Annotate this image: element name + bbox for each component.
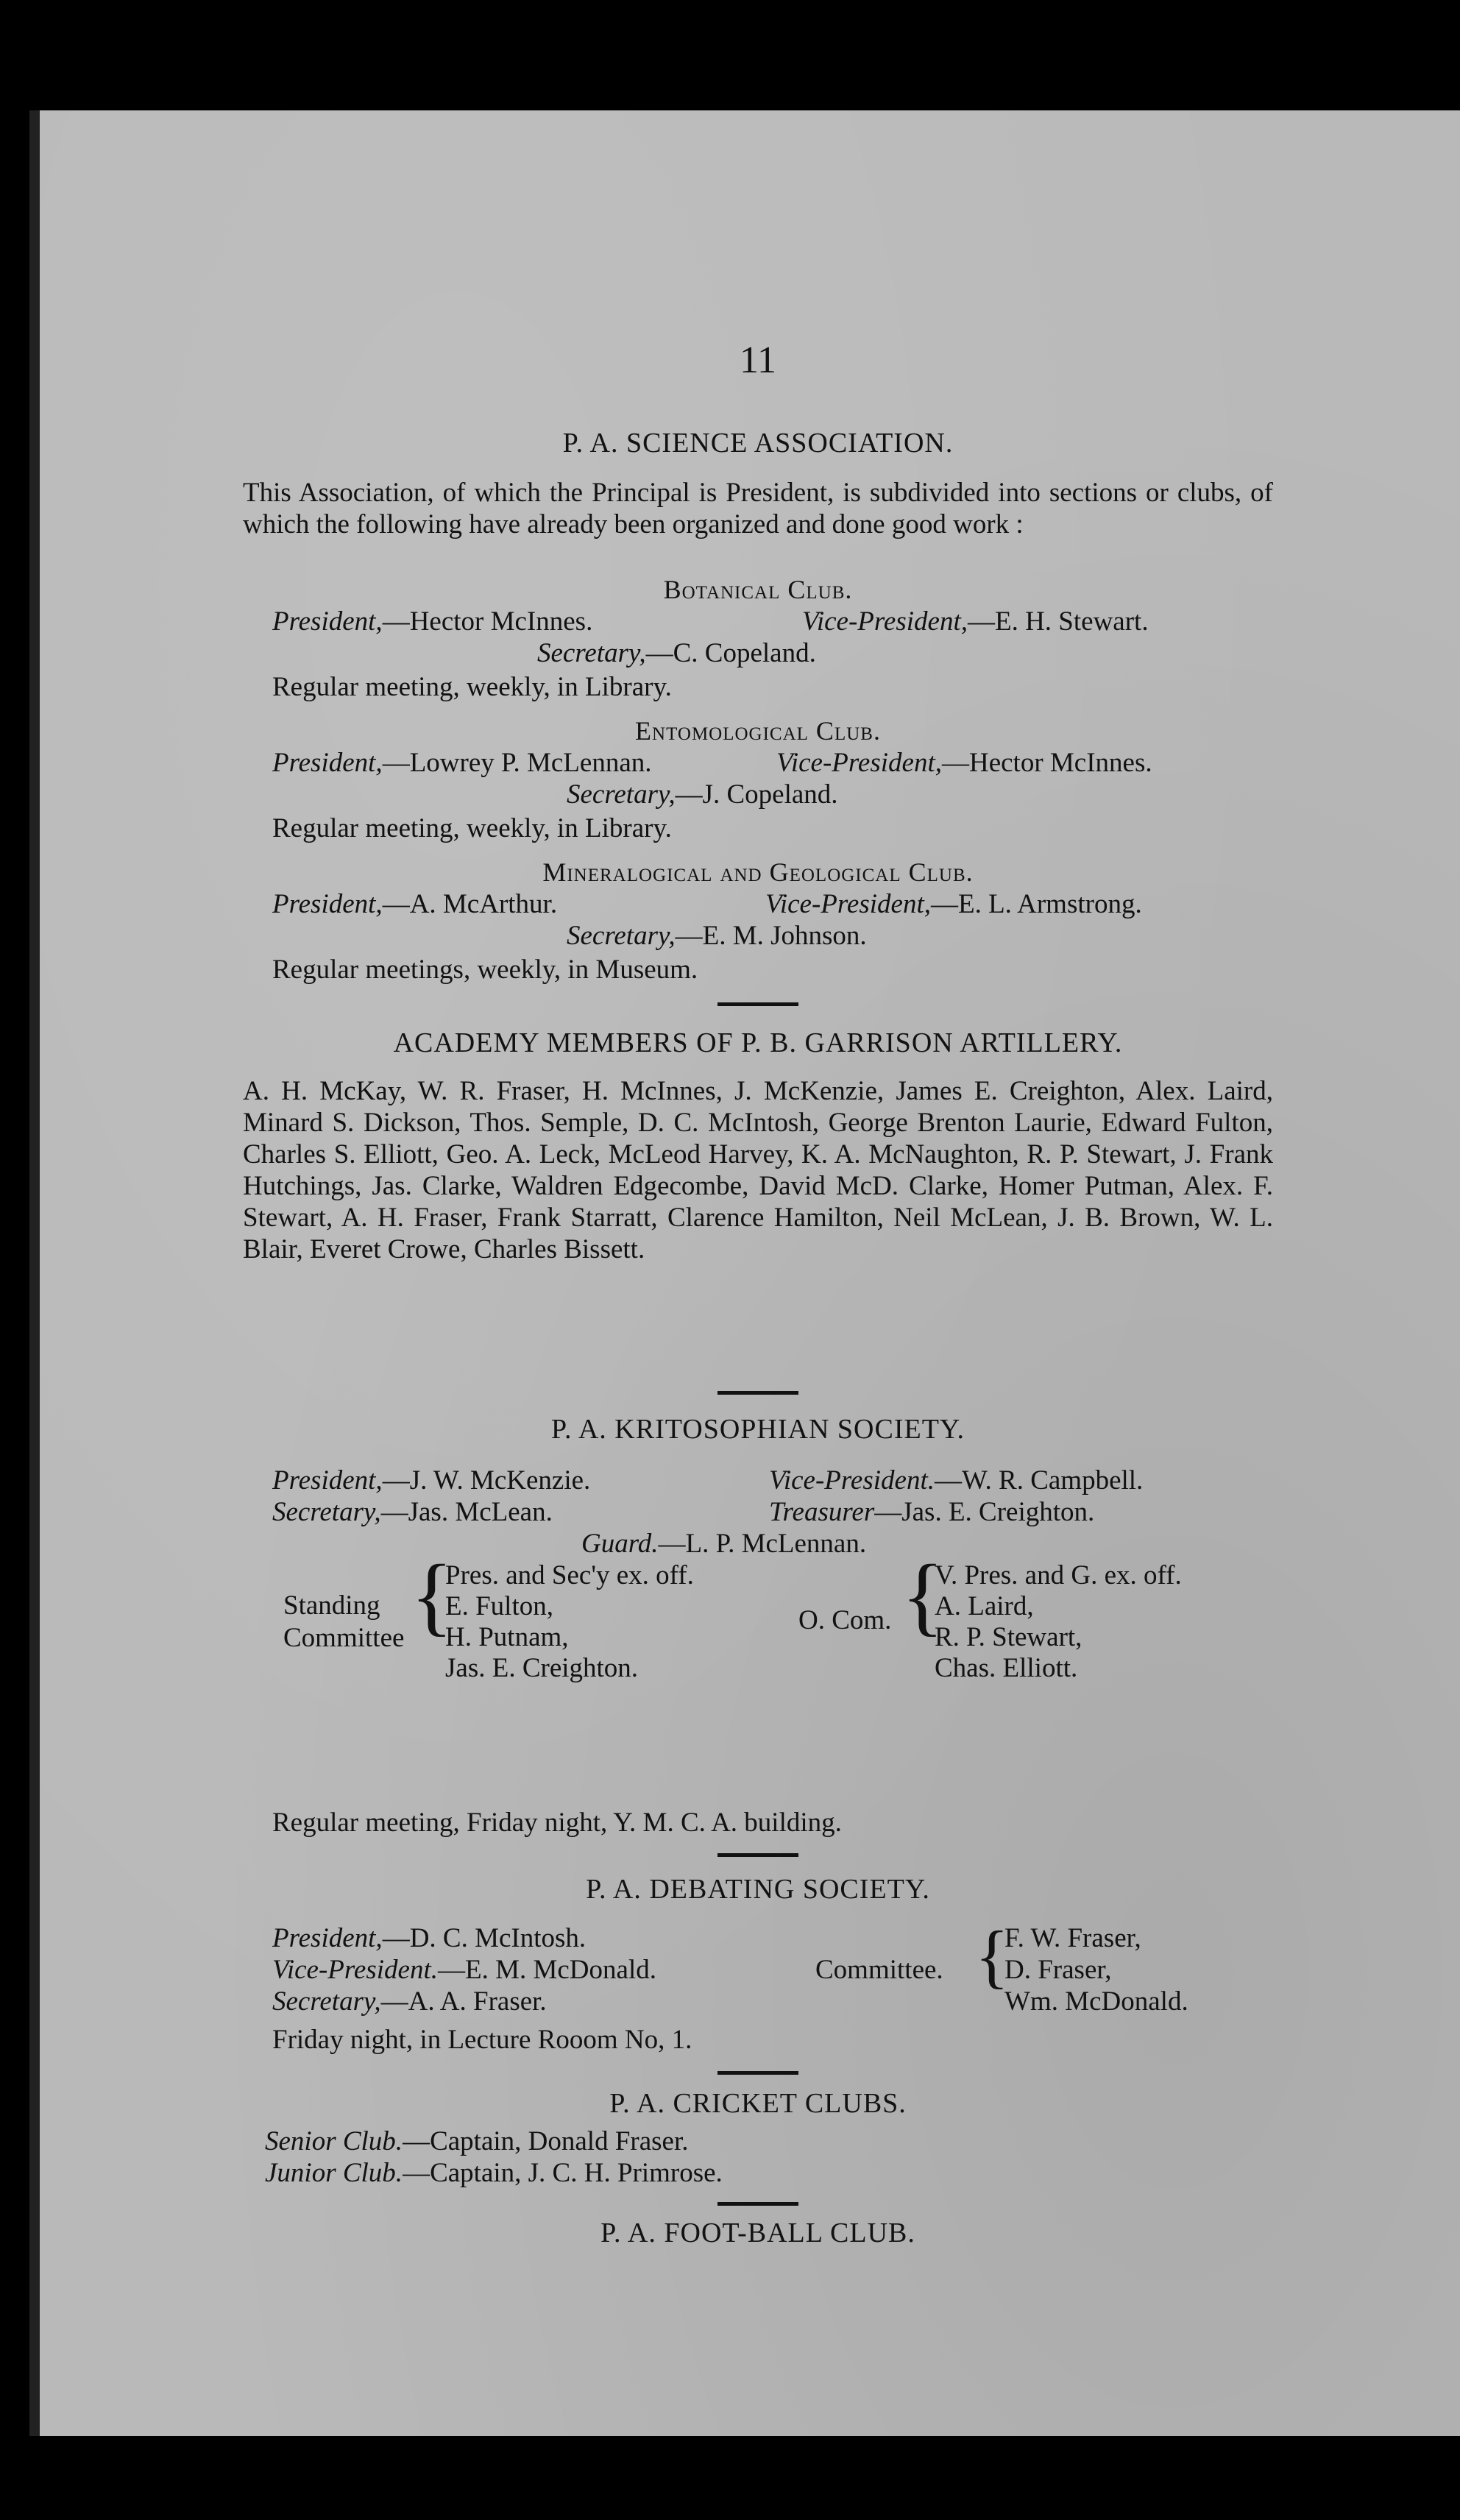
president-label: President,: [272, 748, 383, 778]
treasurer-name: —Jas. E. Creighton.: [874, 1497, 1095, 1527]
secretary-name: —J. Copeland.: [675, 779, 838, 810]
mineralogical-meeting: Regular meetings, weekly, in Museum.: [272, 955, 698, 985]
list-item: H. Putnam,: [445, 1622, 569, 1652]
list-item: F. W. Fraser,: [1004, 1923, 1141, 1953]
list-item: Wm. McDonald.: [1004, 1986, 1188, 2017]
list-item: Pres. and Sec'y ex. off.: [445, 1560, 694, 1590]
list-item: A. Laird,: [935, 1591, 1034, 1621]
secretary-name: —A. A. Fraser.: [380, 1986, 547, 2017]
vice-label: Vice-President.: [272, 1955, 438, 1985]
list-item: V. Pres. and G. ex. off.: [935, 1560, 1182, 1590]
list-item: Chas. Elliott.: [935, 1653, 1078, 1683]
divider-rule: [243, 1391, 1273, 1395]
botanical-secretary: [537, 637, 816, 670]
standing-label-line1: Standing: [283, 1590, 380, 1621]
artillery-title: ACADEMY MEMBERS OF P. B. GARRISON ARTILLERY.: [393, 1027, 1123, 1058]
president-name: —J. W. McKenzie.: [382, 1465, 591, 1496]
entomological-president: [272, 747, 652, 779]
mineralogical-president: [272, 888, 557, 921]
kritosophian-meeting: Regular meeting, Friday night, Y. M. C. A. building.: [272, 1808, 842, 1838]
mineralogical-title: Mineralogical and Geological Club.: [542, 857, 974, 887]
debating-meeting: Friday night, in Lecture Rooom No, 1.: [272, 2025, 692, 2055]
secretary-label: Secretary,: [537, 638, 646, 668]
entomological-title: Entomological Club.: [635, 716, 881, 746]
cricket-junior: [265, 2157, 723, 2190]
left-brace: {: [411, 1546, 453, 1644]
page-number: 11: [739, 339, 777, 381]
president-label: President,: [272, 1923, 383, 1953]
football-title: P. A. FOOT-BALL CLUB.: [600, 2218, 915, 2248]
entomological-vice: [776, 747, 1152, 779]
treasurer-label: Treasurer: [769, 1497, 875, 1527]
debating-title: P. A. DEBATING SOCIETY.: [586, 1874, 930, 1905]
ocom-list: [935, 1560, 1182, 1684]
divider-rule: [243, 2202, 1273, 2206]
science-title: P. A. SCIENCE ASSOCIATION.: [562, 428, 954, 459]
divider-rule: [243, 1002, 1273, 1006]
list-item: R. P. Stewart,: [935, 1622, 1082, 1652]
secretary-label: Secretary,: [272, 1986, 381, 2017]
kritosophian-president: [272, 1465, 590, 1497]
standing-label-line2: Committee: [283, 1623, 405, 1653]
secretary-name: —C. Copeland.: [645, 638, 816, 668]
botanical-president: [272, 606, 592, 638]
divider-rule: [243, 1853, 1273, 1857]
debating-secretary: [272, 1986, 547, 2018]
vice-name: —Hector McInnes.: [941, 748, 1152, 778]
guard-name: —L. P. McLennan.: [658, 1529, 867, 1559]
secretary-name: —Jas. McLean.: [380, 1497, 553, 1527]
kritosophian-title: P. A. KRITOSOPHIAN SOCIETY.: [551, 1414, 965, 1445]
ocom-label: O. Com.: [798, 1605, 892, 1635]
cricket-title: P. A. CRICKET CLUBS.: [609, 2088, 907, 2119]
standing-committee-list: [445, 1560, 694, 1684]
vice-name: —W. R. Campbell.: [934, 1465, 1144, 1496]
debating-vice: [272, 1954, 656, 1986]
vice-name: —E. H. Stewart.: [967, 606, 1149, 637]
divider-rule: [243, 2071, 1273, 2075]
debating-committee-label: Committee.: [815, 1955, 943, 1985]
left-brace: {: [975, 1916, 1010, 1995]
guard-label: Guard.: [581, 1529, 659, 1559]
junior-captain: —Captain, J. C. H. Primrose.: [403, 2158, 723, 2188]
artillery-members: A. H. McKay, W. R. Fraser, H. McInnes, J. McKenzie, James E. Creighton, Alex. Laird, Minard S. Dickson, Thos. Semple, D. C. McIntosh, George Brenton Laurie, Edward Fulton, Charles S. Elliott, Geo. A. Leck, McLeod Harvey, K. A. McNaughton, R. P. Stewart, J. Frank Hutchings, Jas. Clarke, Waldren Edgecombe, David McD. Clarke, Homer Putman, Alex. F. Stewart, A. H. Fraser, Frank Starratt, Clarence Hamilton, Neil McLean, J. B. Brown, W. L. Blair, Everet Crowe, Charles Bissett.: [243, 1076, 1273, 1264]
secretary-name: —E. M. Johnson.: [675, 921, 867, 951]
vice-label: Vice-President,: [776, 748, 942, 778]
botanical-meeting: Regular meeting, weekly, in Library.: [272, 672, 672, 702]
standing-committee-label: [283, 1590, 404, 1654]
president-label: President,: [272, 889, 383, 919]
secretary-label: Secretary,: [272, 1497, 381, 1527]
kritosophian-secretary: [272, 1496, 553, 1529]
list-item: D. Fraser,: [1004, 1955, 1112, 1985]
vice-label: Vice-President,: [802, 606, 968, 637]
senior-label: Senior Club.: [265, 2126, 403, 2156]
botanical-vice: [802, 606, 1149, 638]
book-spine-edge: [29, 110, 40, 2436]
president-name: —A. McArthur.: [382, 889, 558, 919]
debating-president: [272, 1922, 586, 1955]
list-item: Jas. E. Creighton.: [445, 1653, 639, 1683]
mineralogical-vice: [765, 888, 1142, 921]
left-brace: {: [901, 1546, 944, 1644]
debating-committee-list: [1004, 1922, 1188, 2017]
secretary-label: Secretary,: [567, 921, 676, 951]
vice-label: Vice-President,: [765, 889, 931, 919]
kritosophian-treasurer: [769, 1496, 1094, 1529]
entomological-secretary: [567, 779, 838, 811]
science-intro: This Association, of which the Principal is President, is subdivided into sections or clubs, of which the following have already been organized and done good work :: [243, 478, 1273, 539]
cricket-senior: [265, 2126, 689, 2158]
entomological-meeting: Regular meeting, weekly, in Library.: [272, 813, 672, 843]
list-item: E. Fulton,: [445, 1591, 553, 1621]
secretary-label: Secretary,: [567, 779, 676, 810]
president-label: President,: [272, 606, 383, 637]
kritosophian-guard: [581, 1528, 866, 1560]
mineralogical-secretary: [567, 920, 867, 952]
president-name: —Lowrey P. McLennan.: [382, 748, 652, 778]
vice-label: Vice-President.: [769, 1465, 935, 1496]
kritosophian-vice: [769, 1465, 1143, 1497]
vice-name: —E. L. Armstrong.: [930, 889, 1142, 919]
president-label: President,: [272, 1465, 383, 1496]
scanned-page: [29, 110, 1460, 2436]
botanical-title: Botanical Club.: [663, 575, 853, 604]
vice-name: —E. M. McDonald.: [437, 1955, 656, 1985]
junior-label: Junior Club.: [265, 2158, 403, 2188]
senior-captain: —Captain, Donald Fraser.: [403, 2126, 689, 2156]
president-name: —D. C. McIntosh.: [382, 1923, 587, 1953]
president-name: —Hector McInnes.: [382, 606, 593, 637]
